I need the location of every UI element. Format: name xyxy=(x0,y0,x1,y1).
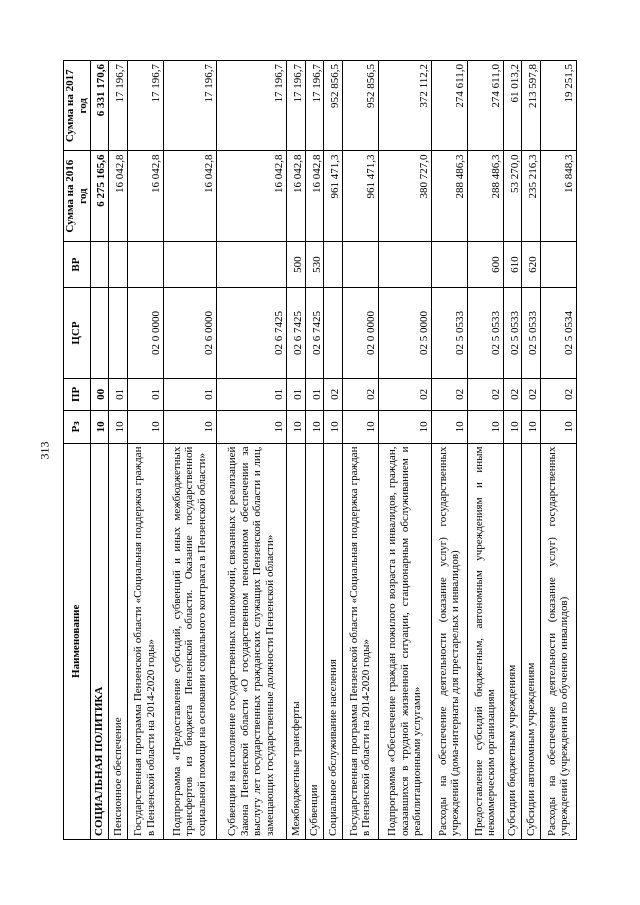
table-row xyxy=(287,61,306,840)
cell-csr: 02 6 7425 xyxy=(287,288,306,378)
cell-pr: 02 xyxy=(503,378,522,410)
cell-vr xyxy=(90,241,109,287)
cell-rz: 10 xyxy=(216,411,286,443)
cell-name: Государственная программа Пензенской области «Социальная поддержка граждан в Пензенской области на 2014-2020 годы» xyxy=(342,443,378,839)
cell-csr: 02 0 0000 xyxy=(342,288,378,378)
cell-name: Субвенции xyxy=(305,443,324,839)
cell-rz: 10 xyxy=(109,411,128,443)
cell-name: Подпрограмма «Обеспечение граждан пожилого возраста и инвалидов, граждан, оказавшихся в трудной жизненной ситуации, стационарным обслуживанием и реабилитационными услугами» xyxy=(378,443,431,839)
table-row xyxy=(324,61,343,840)
cell-sum-2017: 61 013,2 xyxy=(503,61,522,151)
cell-rz: 10 xyxy=(342,411,378,443)
cell-sum-2016: 16 042,8 xyxy=(216,151,286,241)
cell-sum-2016: 16 042,8 xyxy=(127,151,163,241)
cell-sum-2016: 16 042,8 xyxy=(287,151,306,241)
cell-csr xyxy=(324,288,343,378)
table-header-row xyxy=(64,61,91,840)
cell-csr: 02 5 0533 xyxy=(467,288,503,378)
cell-name: Субвенции на исполнение государственных полномочий, связанных с реализацией Закона Пензенской области «О государственном пенсионном обеспечении за выслугу лет государственных гражданских служащих Пензенской области и лиц, замещающих государственные должности Пензенской области» xyxy=(216,443,286,839)
table-row xyxy=(216,61,286,840)
cell-sum-2016: 961 471,3 xyxy=(342,151,378,241)
cell-pr: 01 xyxy=(216,378,286,410)
cell-csr xyxy=(90,288,109,378)
header-pr: ПР xyxy=(64,378,91,410)
table-row xyxy=(305,61,324,840)
budget-table-container xyxy=(63,60,577,840)
cell-vr: 600 xyxy=(467,241,503,287)
cell-csr: 02 0 0000 xyxy=(127,288,163,378)
table-row xyxy=(431,61,467,840)
cell-rz: 10 xyxy=(503,411,522,443)
cell-rz: 10 xyxy=(378,411,431,443)
cell-sum-2017: 274 611,0 xyxy=(467,61,503,151)
cell-pr: 02 xyxy=(540,378,576,410)
cell-name: Предоставление субсидий бюджетным, автономным учреждениям и иным некоммерческим организациям xyxy=(467,443,503,839)
cell-vr xyxy=(127,241,163,287)
table-row xyxy=(163,61,216,840)
table-row xyxy=(378,61,431,840)
cell-rz: 10 xyxy=(287,411,306,443)
cell-pr: 02 xyxy=(522,378,541,410)
cell-sum-2016: 16 848,3 xyxy=(540,151,576,241)
cell-csr: 02 6 7425 xyxy=(216,288,286,378)
cell-rz: 10 xyxy=(163,411,216,443)
cell-rz: 10 xyxy=(467,411,503,443)
cell-sum-2017: 213 597,8 xyxy=(522,61,541,151)
cell-csr: 02 5 0533 xyxy=(503,288,522,378)
cell-pr: 01 xyxy=(127,378,163,410)
cell-pr: 01 xyxy=(305,378,324,410)
cell-pr: 00 xyxy=(90,378,109,410)
cell-sum-2016: 288 486,3 xyxy=(467,151,503,241)
cell-name: Социальное обслуживание населения xyxy=(324,443,343,839)
header-sum-2016: Сумма на 2016 год xyxy=(64,151,91,241)
table-row xyxy=(342,61,378,840)
cell-sum-2016: 16 042,8 xyxy=(305,151,324,241)
table-row xyxy=(127,61,163,840)
header-vr: ВР xyxy=(64,241,91,287)
table-row xyxy=(503,61,522,840)
cell-sum-2017: 17 196,7 xyxy=(305,61,324,151)
cell-vr: 500 xyxy=(287,241,306,287)
cell-sum-2017: 19 251,5 xyxy=(540,61,576,151)
cell-vr xyxy=(540,241,576,287)
cell-vr xyxy=(216,241,286,287)
cell-csr: 02 6 7425 xyxy=(305,288,324,378)
cell-rz: 10 xyxy=(305,411,324,443)
cell-csr: 02 5 0533 xyxy=(522,288,541,378)
cell-name: Субсидии автономным учреждениям xyxy=(522,443,541,839)
cell-pr: 02 xyxy=(342,378,378,410)
cell-rz: 10 xyxy=(540,411,576,443)
cell-vr xyxy=(378,241,431,287)
cell-csr: 02 5 0533 xyxy=(431,288,467,378)
cell-sum-2016: 380 727,0 xyxy=(378,151,431,241)
cell-sum-2017: 17 196,7 xyxy=(287,61,306,151)
cell-vr xyxy=(163,241,216,287)
cell-sum-2016: 6 275 165,6 xyxy=(90,151,109,241)
cell-name: Государственная программа Пензенской области «Социальная поддержка граждан в Пензенской области на 2014-2020 годы» xyxy=(127,443,163,839)
cell-name: СОЦИАЛЬНАЯ ПОЛИТИКА xyxy=(90,443,109,839)
cell-sum-2016: 961 471,3 xyxy=(324,151,343,241)
cell-name: Расходы на обеспечение деятельности (оказание услуг) государственных учреждений (дома-интернаты для престарелых и инвалидов) xyxy=(431,443,467,839)
cell-csr: 02 6 0000 xyxy=(163,288,216,378)
cell-pr: 02 xyxy=(324,378,343,410)
cell-sum-2017: 6 331 170,6 xyxy=(90,61,109,151)
table-row xyxy=(90,61,109,840)
cell-vr xyxy=(431,241,467,287)
cell-pr: 02 xyxy=(431,378,467,410)
cell-rz: 10 xyxy=(324,411,343,443)
cell-sum-2016: 53 270,0 xyxy=(503,151,522,241)
cell-csr: 02 5 0000 xyxy=(378,288,431,378)
header-sum-2017: Сумма на 2017 год xyxy=(64,61,91,151)
cell-name: Пенсионное обеспечение xyxy=(109,443,128,839)
cell-sum-2017: 952 856,5 xyxy=(342,61,378,151)
cell-vr: 530 xyxy=(305,241,324,287)
cell-pr: 01 xyxy=(287,378,306,410)
cell-sum-2017: 17 196,7 xyxy=(109,61,128,151)
budget-table xyxy=(63,60,577,840)
cell-sum-2016: 235 216,3 xyxy=(522,151,541,241)
cell-vr: 610 xyxy=(503,241,522,287)
cell-pr: 02 xyxy=(467,378,503,410)
cell-name: Субсидии бюджетным учреждениям xyxy=(503,443,522,839)
cell-sum-2017: 17 196,7 xyxy=(216,61,286,151)
header-csr: ЦСР xyxy=(64,288,91,378)
header-name: Наименование xyxy=(64,443,91,839)
cell-vr: 620 xyxy=(522,241,541,287)
cell-pr: 02 xyxy=(378,378,431,410)
table-row xyxy=(522,61,541,840)
table-row xyxy=(109,61,128,840)
cell-sum-2016: 16 042,8 xyxy=(109,151,128,241)
cell-sum-2017: 952 856,5 xyxy=(324,61,343,151)
cell-name: Подпрограмма «Предоставление субсидий, субвенций и иных межбюджетных трансфертов из бюджета Пензенской области. Оказание государственной социальной помощи на основании социального контракта в Пензенской области» xyxy=(163,443,216,839)
cell-rz: 10 xyxy=(90,411,109,443)
cell-vr xyxy=(109,241,128,287)
cell-name: Межбюджетные трансферты xyxy=(287,443,306,839)
cell-sum-2017: 17 196,7 xyxy=(127,61,163,151)
cell-csr xyxy=(109,288,128,378)
cell-sum-2017: 17 196,7 xyxy=(163,61,216,151)
cell-sum-2017: 372 112,2 xyxy=(378,61,431,151)
table-row xyxy=(540,61,576,840)
cell-sum-2016: 16 042,8 xyxy=(163,151,216,241)
table-row xyxy=(467,61,503,840)
cell-rz: 10 xyxy=(431,411,467,443)
cell-sum-2017: 274 611,0 xyxy=(431,61,467,151)
cell-vr xyxy=(324,241,343,287)
cell-pr: 01 xyxy=(163,378,216,410)
cell-sum-2016: 288 486,3 xyxy=(431,151,467,241)
cell-pr: 01 xyxy=(109,378,128,410)
cell-rz: 10 xyxy=(522,411,541,443)
header-rz: Рз xyxy=(64,411,91,443)
cell-csr: 02 5 0534 xyxy=(540,288,576,378)
cell-vr xyxy=(342,241,378,287)
page-number: 313 xyxy=(37,441,52,460)
cell-name: Расходы на обеспечение деятельности (оказание услуг) государственных учреждений (учреждения по обучению инвалидов) xyxy=(540,443,576,839)
cell-rz: 10 xyxy=(127,411,163,443)
